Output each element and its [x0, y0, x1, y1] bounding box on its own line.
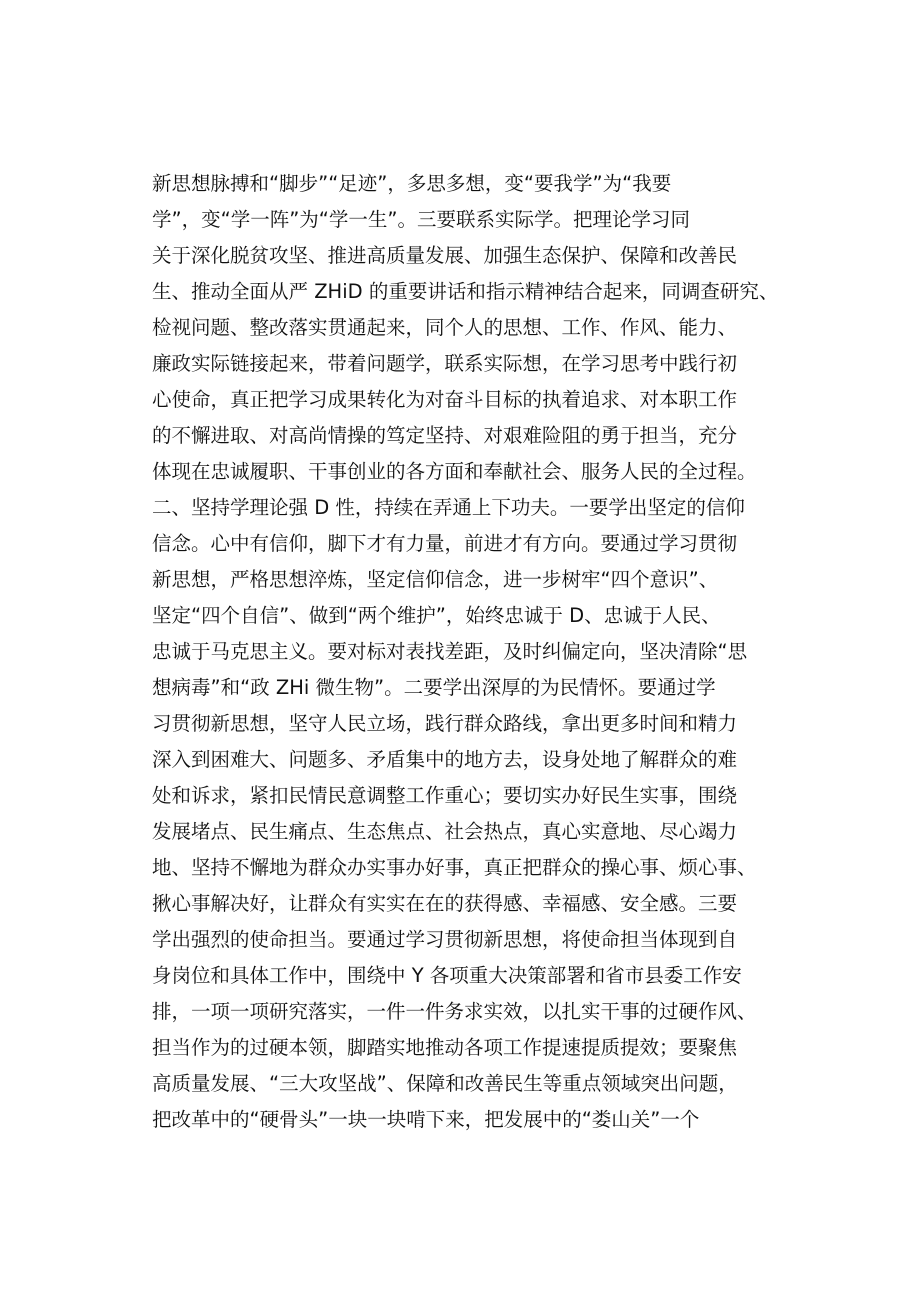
text-line: 心使命，真正把学习成果转化为对奋斗目标的执着追求、对本职工作 — [152, 388, 738, 411]
text-line: 的不懈进取、对高尚情操的笃定坚持、对艰难险阻的勇于担当，充分 — [152, 424, 738, 447]
text-line: 二、坚持学理论强 D 性，持续在弄通上下功夫。一要学出坚定的信仰 — [152, 496, 745, 519]
text-line: 身岗位和具体工作中，围绕中 Y 各项重大决策部署和省市县委工作安 — [152, 964, 742, 987]
text-line: 高质量发展、“三大攻坚战”、保障和改善民生等重点领域突出问题， — [152, 1072, 738, 1095]
text-line: 地、坚持不懈地为群众办实事办好事，真正把群众的操心事、烦心事、 — [152, 856, 757, 879]
text-line: 体现在忠诚履职、干事创业的各方面和奉献社会、服务人民的全过程。 — [152, 460, 757, 483]
text-line: 廉政实际链接起来，带着问题学，联系实际想，在学习思考中践行初 — [152, 352, 738, 375]
text-line: 学”，变“学一阵”为“学一生”。三要联系实际学。把理论学习同 — [152, 208, 691, 231]
text-line: 揪心事解决好，让群众有实实在在的获得感、幸福感、安全感。三要 — [152, 892, 738, 915]
text-line: 忠诚于马克思主义。要对标对表找差距，及时纠偏定向，坚决清除“思 — [152, 640, 748, 663]
text-line: 排，一项一项研究落实，一件一件务求实效，以扎实干事的过硬作风、 — [152, 1000, 757, 1023]
text-line: 关于深化脱贫攻坚、推进高质量发展、加强生态保护、保障和改善民 — [152, 244, 738, 267]
text-line: 学出强烈的使命担当。要通过学习贯彻新思想，将使命担当体现到自 — [152, 928, 738, 951]
text-line: 检视问题、整改落实贯通起来，同个人的思想、工作、作风、能力、 — [152, 316, 738, 339]
text-line: 新思想，严格思想淬炼，坚定信仰信念，进一步树牢“四个意识”、 — [152, 568, 719, 591]
text-line: 发展堵点、民生痛点、生态焦点、社会热点，真心实意地、尽心竭力 — [152, 820, 738, 843]
body-text — [152, 166, 782, 1138]
text-line: 处和诉求，紧扣民情民意调整工作重心；要切实办好民生实事，围绕 — [152, 784, 738, 807]
text-line: 信念。心中有信仰，脚下才有力量，前进才有方向。要通过学习贯彻 — [152, 532, 738, 555]
text-line: 生、推动全面从严 ZHiD 的重要讲话和指示精神结合起来，同调查研究、 — [152, 280, 779, 303]
text-line: 习贯彻新思想，坚守人民立场，践行群众路线，拿出更多时间和精力 — [152, 712, 738, 735]
text-line: 新思想脉搏和“脚步”“足迹”，多思多想，变“要我学”为“我要 — [152, 172, 672, 195]
text-line: 深入到困难大、问题多、矛盾集中的地方去，设身处地了解群众的难 — [152, 748, 738, 771]
text-line: 把改革中的“硬骨头”一块一块啃下来，把发展中的“娄山关”一个 — [152, 1108, 700, 1131]
text-line: 担当作为的过硬本领，脚踏实地推动各项工作提速提质提效；要聚焦 — [152, 1036, 738, 1059]
text-line: 坚定“四个自信”、做到“两个维护”，始终忠诚于 D、忠诚于人民、 — [152, 604, 721, 627]
text-line: 想病毒”和“政 ZHi 微生物”。二要学出深厚的为民情怀。要通过学 — [152, 676, 716, 699]
